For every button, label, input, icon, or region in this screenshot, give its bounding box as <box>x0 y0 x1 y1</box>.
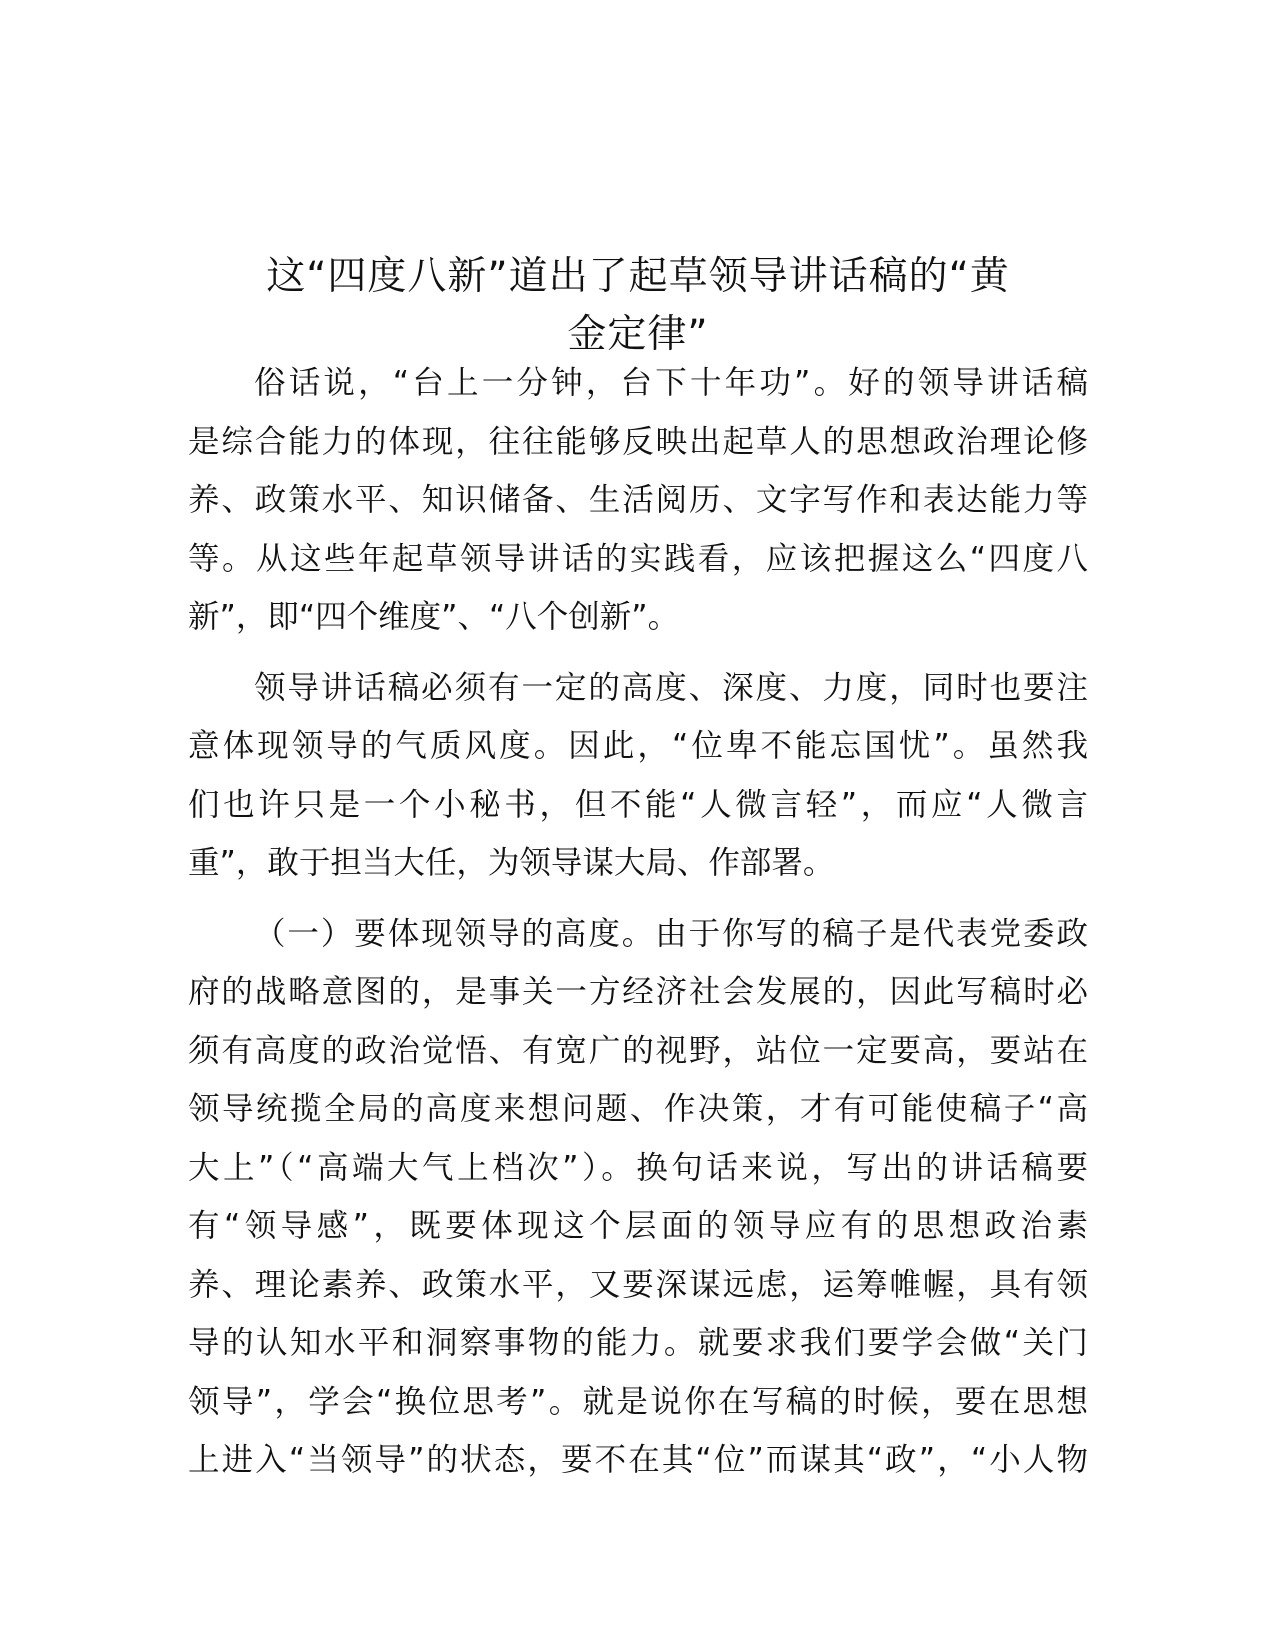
text-line: 养、理论素养、政策水平，又要深谋远虑，运筹帷幄，具有领 <box>188 1266 1088 1303</box>
text-line: 领导讲话稿必须有一定的高度、深度、力度，同时也要注 <box>254 669 1088 706</box>
text-line: 是综合能力的体现，往往能够反映出起草人的思想政治理论修 <box>188 423 1088 460</box>
text-line: 有“领导感”，既要体现这个层面的领导应有的思想政治素 <box>188 1208 1088 1244</box>
text-line: 府的战略意图的，是事关一方经济社会发展的，因此写稿时必 <box>188 974 1088 1010</box>
text-line: 等。从这些年起草领导讲话的实践看，应该把握这么“四度八 <box>188 540 1088 577</box>
text-line: （一）要体现领导的高度。由于你写的稿子是代表党委政 <box>254 915 1088 952</box>
text-line: 们也许只是一个小秘书，但不能“人微言轻”，而应“人微言 <box>188 786 1088 823</box>
text-line: 上进入“当领导”的状态，要不在其“位”而谋其“政”，“小人物 <box>188 1442 1088 1478</box>
title-line: 这“四度八新”道出了起草领导讲话稿的“黄 <box>266 254 1010 300</box>
text-line: 重”，敢于担当大任，为领导谋大局、作部署。 <box>188 845 835 881</box>
title-line: 金定律” <box>567 312 709 358</box>
text-line: 领导”，学会“换位思考”。就是说你在写稿的时候，要在思想 <box>188 1383 1088 1420</box>
text-line: 大上”（“高端大气上档次”）。换句话来说，写出的讲话稿要 <box>188 1149 1088 1186</box>
text-line: 养、政策水平、知识储备、生活阅历、文字写作和表达能力等 <box>188 482 1088 518</box>
text-line: 意体现领导的气质风度。因此，“位卑不能忘国忧”。虽然我 <box>188 728 1088 764</box>
document-body <box>188 354 1088 1502</box>
text-line: 领导统揽全局的高度来想问题、作决策，才有可能使稿子“高 <box>188 1091 1088 1127</box>
text-line: 导的认知水平和洞察事物的能力。就要求我们要学会做“关门 <box>188 1325 1088 1361</box>
text-line: 新”，即“四个维度”、“八个创新”。 <box>188 599 680 635</box>
paragraph-3 <box>188 905 1088 1490</box>
document-title <box>188 248 1088 364</box>
text-line: 俗话说，“台上一分钟，台下十年功”。好的领导讲话稿 <box>254 365 1088 401</box>
paragraph-2 <box>188 659 1088 893</box>
paragraph-1 <box>188 354 1088 647</box>
text-line: 须有高度的政治觉悟、有宽广的视野，站位一定要高，要站在 <box>188 1032 1088 1069</box>
